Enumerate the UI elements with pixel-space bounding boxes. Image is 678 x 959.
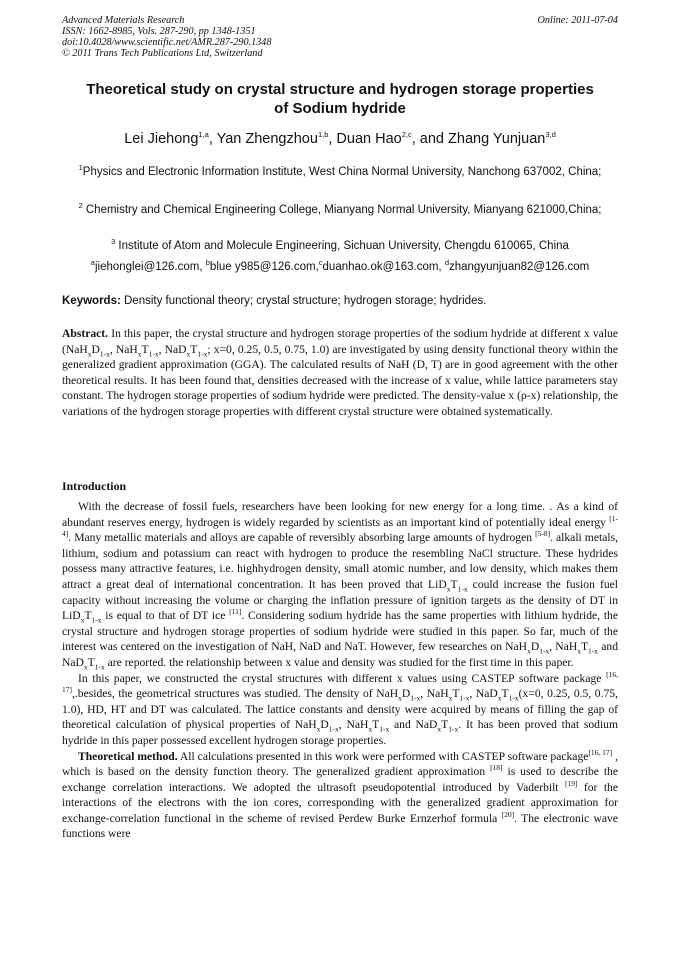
subscript: x [316,724,321,734]
body-text: (x=0, 0.25, 0.5, 0.75, 1.0), HD, HT and DT was calculated. The lattice constants and density were acquired by means of filling the gap of theoretical calculation of physical properties of NaH [62,687,618,732]
author-name: Lei Jiehong [124,131,199,147]
email-link[interactable]: duanhao.ok@163.com, [322,261,445,273]
citation[interactable]: [11] [229,607,242,617]
intro-paragraph-2 [62,671,618,749]
author-affil: 1,a [198,130,209,140]
body-text: , NaH [338,718,369,732]
online-date: Online: 2011-07-04 [537,15,618,26]
subscript: 1-x [588,646,599,656]
method-label: Theoretical method. [78,749,178,763]
subscript: 1-x [459,693,470,703]
body-text: All calculations presented in this work were performed with CASTEP software package [177,749,589,763]
author-name: , and Zhang Yunjuan [411,131,546,147]
journal-issn: ISSN: 1662-8985, Vols. 287-290, pp 1348-1351 [62,26,256,37]
subscript: x [368,724,373,734]
subscript: 1-x [91,615,102,625]
subscript: 1-x [508,693,519,703]
affiliation-text: Institute of Atom and Molecule Engineering, Sichuan University, Chengdu 610065, China [115,240,569,252]
body-text: for the interactions of the electrons with the ion cores, corresponding with the generalized gradient approximation for exchange-correlation functional in the scheme of revised Perdew Burke Ernzerhof formula [62,780,618,825]
affiliation-text: Physics and Electronic Information Institute, West China Normal University, Nanchong 637002, China; [82,166,602,178]
body-text: D [530,640,540,654]
author-list [62,131,618,147]
abstract-text: ; x=0, 0.25, 0.5, 0.75, 1.0) are investigated by using density functional theory within the generalized gradient approximation (GGA). The calculated results of NaH (D, T) are in good agreement with the other theoretical results. It has been found that, densities decreased with the increase of x value, while lattice parameters stay constant. The hydrogen storage properties of sodium hydride were predicted. The density-value x (ρ-x) relationship, the variations of the hydrogen storage properties with different crystal structure were obtained systematically. [62,342,618,418]
citation[interactable]: [19] [564,778,578,788]
affiliation-3 [62,239,618,254]
subscript: x [87,348,92,358]
body-text: is used to describe the exchange correlation interactions. We adopted the ultrasoft pseudopotential introduced by Vaderbilt [62,765,618,794]
body-text: In this paper, we constructed the crystal structures with different x values using CASTEP software package [78,671,607,685]
abstract-text: T [141,342,149,356]
subscript: 1-x [457,584,468,594]
body-text: are reported. the relationship between x value and density was studied for the first time in this paper. [104,655,574,669]
body-text: T [441,718,449,732]
affiliation-1 [62,165,618,180]
journal-doi: doi:10.4028/www.scientific.net/AMR.287-290.1348 [62,37,272,48]
body-text: T [501,687,509,701]
subscript: 1-x [328,724,339,734]
subscript: 1-x [410,693,421,703]
subscript: x [527,646,531,656]
body-text: . Many metallic materials and alloys are capable of reversibly absorbing large amounts of hydrogen [68,531,536,545]
subscript: x [398,693,402,703]
email-link[interactable]: zhangyunjuan82@126.com [449,261,590,273]
body-text: ,.besides, the geometrical structures was studied. The density of NaH [72,687,399,701]
paper-title [62,80,618,118]
abstract-text: In this paper, the crystal structure and hydrogen storage properties of the sodium hydride at different x value (NaH [62,327,618,356]
email-link[interactable]: jiehonglei@126.com, [94,261,206,273]
body-text: . It has been proved that sodium hydride in this paper possessed excellent hydrogen storage properties. [62,718,618,747]
body-text: is equal to that of DT ice [101,609,230,623]
body-text: T [450,577,458,591]
author-affil: 1,b [317,130,329,140]
citation[interactable]: [18] [490,763,503,773]
subscript: x [437,724,442,734]
citation[interactable]: [20] [501,810,515,820]
citation[interactable]: [1-4] [62,513,618,539]
author-name: , Yan Zhengzhou [208,131,318,147]
subscript: x [80,615,85,625]
email-marker: d [444,258,449,268]
body-text: and NaD [389,718,438,732]
subscript: x [83,662,88,672]
email-link[interactable]: blue y985@126.com, [209,261,319,273]
subscript: x [137,348,142,358]
body-text: . The electronic wave functions were [62,811,619,841]
body-text: D [320,718,329,732]
keywords-label: Keywords: [62,295,121,307]
email-marker: b [205,258,210,268]
body-text: , which is based on the density function theory. The generalized gradient approximation [62,749,619,779]
body-text: T [452,687,460,701]
citation[interactable]: [5-8] [535,529,551,539]
affiliation-text: Chemistry and Chemical Engineering College, Mianyang Normal University, Mianyang 621000,China; [82,204,602,216]
body-text: , NaH [420,687,449,701]
subscript: x [186,348,191,358]
email-marker: c [318,258,323,268]
abstract-text: T [190,342,198,356]
journal-header [62,15,618,59]
body-text: T [372,718,380,732]
subscript: 1-x [539,646,550,656]
affiliation-number: 1 [78,163,83,173]
subscript: 1-x [99,348,110,358]
subscript: 1-x [379,724,390,734]
body-text: With the decrease of fossil fuels, researchers have been looking for new energy for a long time. . As a kind of abundant reserves energy, hydrogen is widely regarded by scientists as an important kind of potentially ideal energy [62,500,618,529]
abstract [62,326,618,420]
body-text: T [580,640,589,654]
intro-paragraph-3 [62,749,618,843]
body-text: could increase the fusion fuel capacity without increasing the volume or charging the inflation pressure of ignition targets as the density of DT in LiD [62,577,618,623]
subscript: 1-x [94,662,105,672]
author-emails [62,260,618,275]
journal-copyright: © 2011 Trans Tech Publications Ltd, Switzerland [62,48,263,59]
email-marker: a [90,258,95,268]
affiliation-number: 3 [111,237,116,247]
body-text: and NaD [62,640,619,669]
introduction-body [62,499,618,842]
keywords-text: Density functional theory; crystal structure; hydrogen storage; hydrides. [120,295,487,307]
intro-paragraph-1 [62,499,618,671]
affiliation-2 [62,203,618,218]
subscript: 1-x [197,348,208,358]
body-text: . Considering sodium hydride has the same properties with lithium hydride, the crystal structure and hydrogen storage properties of sodium hydride were studied in this paper. So far, much of the interest was centered on the investigation of NaH, NaD and NaT. However, few researches on NaH [62,609,618,654]
journal-name: Advanced Materials Research [62,15,185,26]
subscript: x [497,693,502,703]
body-text: , NaD [469,687,498,701]
subscript: 1-x [448,724,459,734]
abstract-text: D [91,342,100,356]
abstract-text: , NaD [158,342,187,356]
citation[interactable]: [16, 17] [588,747,613,757]
subscript: 1-x [148,348,159,358]
author-affil: 3,d [545,130,556,140]
section-heading-introduction: Introduction [62,479,127,493]
body-text: T [87,655,95,669]
abstract-label: Abstract. [62,327,109,340]
body-text: . alkali metals, lithium, sodium and potassium can react with hydrogen to produce the resembling NaCl structure. These hydrides possess many attractive features, i.e. highhydrogen density, small atomic number, and low density, which makes them attract a great deal of international concentration. It has been proved that LiD [62,531,618,591]
body-text: , NaH [549,640,578,654]
title-line-1: Theoretical study on crystal structure and hydrogen storage properties [86,81,594,98]
abstract-text: , NaH [109,342,138,356]
citation[interactable]: [16, 17] [62,669,618,695]
title-line-2: of Sodium hydride [274,100,406,117]
keywords [62,295,618,307]
subscript: x [577,646,581,656]
author-affil: 2,c [401,130,412,140]
body-text: D [401,687,411,701]
author-name: , Duan Hao [328,131,402,147]
subscript: x [448,693,453,703]
subscript: x [446,584,451,594]
affiliation-number: 2 [78,201,83,211]
body-text: T [84,609,92,623]
